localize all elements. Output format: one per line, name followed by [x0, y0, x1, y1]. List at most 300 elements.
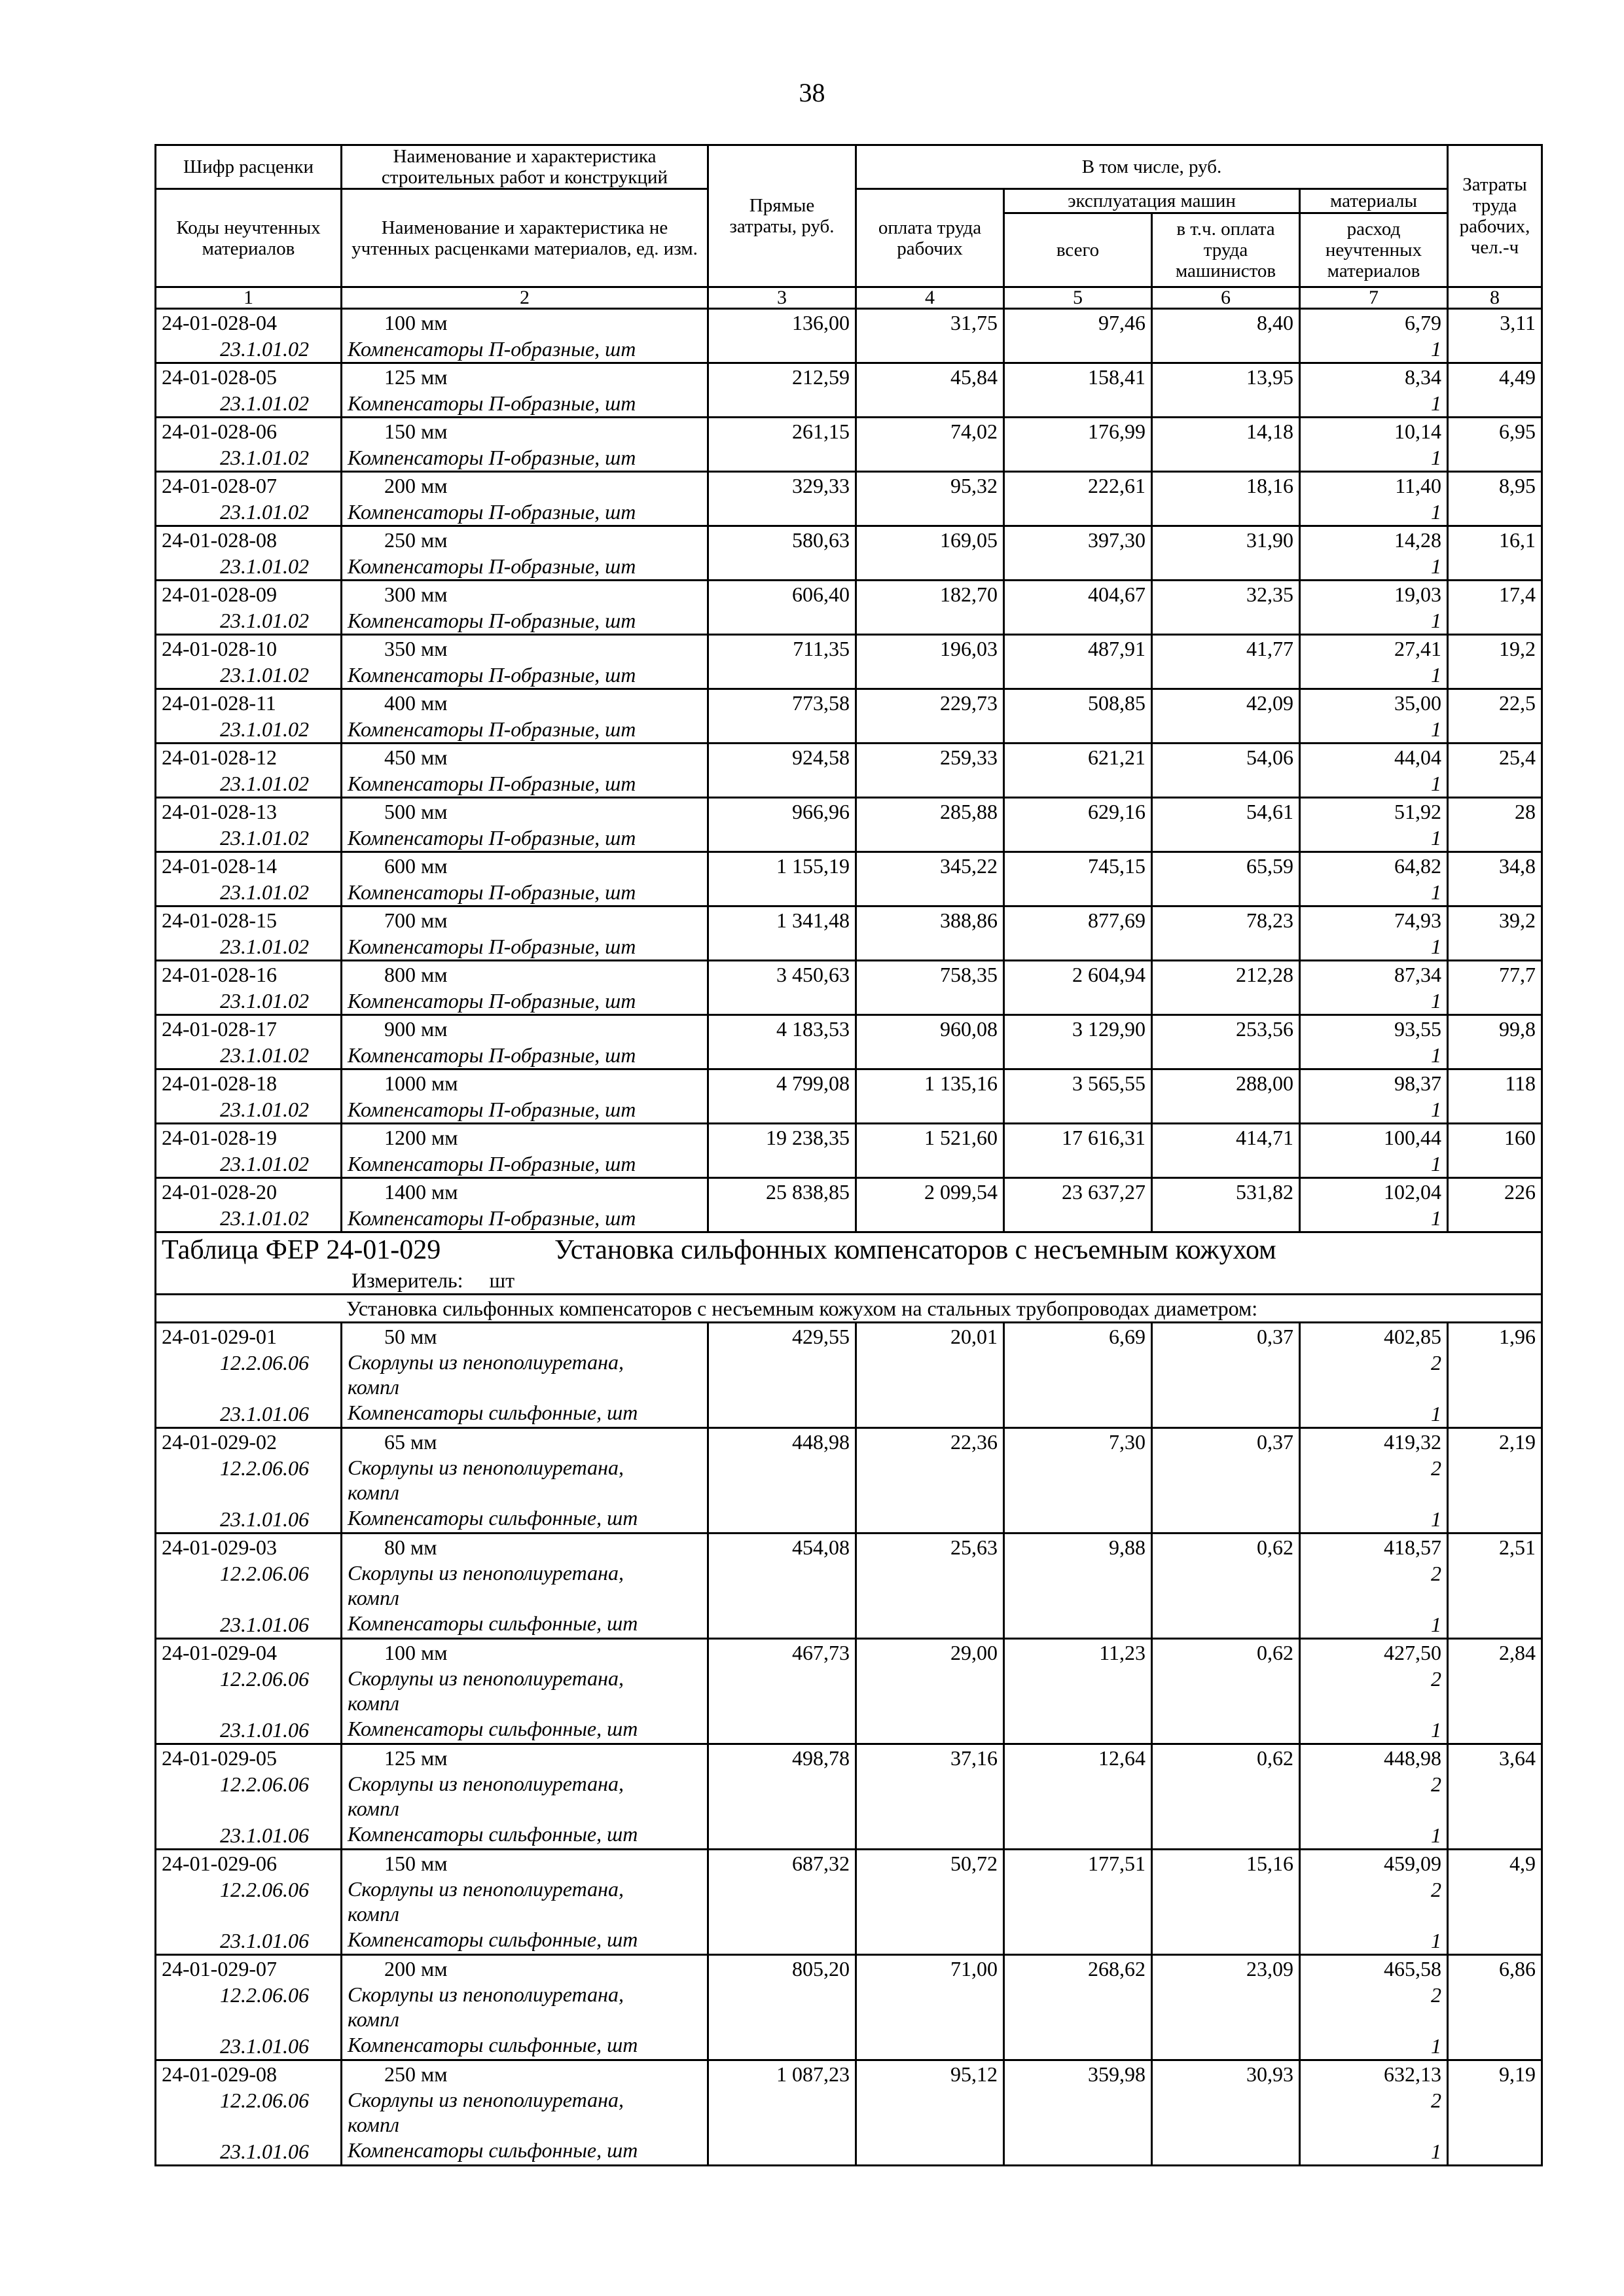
table-title: Установка сильфонных компенсаторов с несъемным кожухом: [554, 1235, 1276, 1265]
spacer: [1306, 2008, 1441, 2033]
work-name: 125 мм: [384, 1746, 448, 1770]
value-pay: 345,22: [856, 852, 1004, 906]
material-name: Компенсаторы П-образные, шт: [348, 446, 636, 469]
work-name: 1400 мм: [384, 1180, 458, 1204]
work-name-cell: [342, 1850, 708, 1955]
material-quantity: 1: [1431, 609, 1441, 632]
work-name: 125 мм: [384, 365, 448, 389]
value-mach: 2 604,94: [1004, 961, 1152, 1015]
material-code: 23.1.01.02: [220, 880, 309, 904]
value-mach: 404,67: [1004, 581, 1152, 635]
material-quantity: 1: [1431, 1152, 1441, 1175]
value-materials: 98,37: [1394, 1071, 1441, 1095]
value-pay: 259,33: [856, 744, 1004, 798]
rates-table: [154, 144, 1543, 2166]
material-code: 23.1.01.06: [220, 1929, 309, 1952]
materials-cell: [1300, 689, 1448, 744]
header-labor-cost: Затраты труда рабочих, чел.-ч: [1448, 145, 1542, 287]
table-row: [156, 635, 1542, 689]
material-code: 23.1.01.06: [220, 1402, 309, 1426]
rate-code: 24-01-028-05: [162, 365, 277, 389]
spacer: [1306, 1903, 1441, 1928]
materials-cell: [1300, 635, 1448, 689]
value-direct: 687,32: [708, 1850, 856, 1955]
value-materials: 74,93: [1394, 908, 1441, 932]
value-pay: 169,05: [856, 526, 1004, 581]
work-name-cell: [342, 1069, 708, 1124]
material-name: Компенсаторы П-образные, шт: [348, 772, 636, 795]
value-pay: 31,75: [856, 309, 1004, 363]
value-labor: 25,4: [1448, 744, 1542, 798]
table-row: [156, 744, 1542, 798]
material-name: Скорлупы из пенополиуретана, компл: [348, 1561, 624, 1609]
material-code: 23.1.01.02: [220, 554, 309, 578]
value-labor: 118: [1448, 1069, 1542, 1124]
material-code: 23.1.01.06: [220, 1507, 309, 1531]
header-labor-pay: оплата труда рабочих: [856, 189, 1004, 287]
material-code: 23.1.01.02: [220, 1152, 309, 1175]
value-direct: 329,33: [708, 472, 856, 526]
value-pay: 2 099,54: [856, 1178, 1004, 1232]
material-quantity: 1: [1431, 935, 1441, 958]
material-code: 23.1.01.06: [220, 2140, 309, 2163]
value-mach: 176,99: [1004, 418, 1152, 472]
material-quantity: 1: [1431, 554, 1441, 578]
material-quantity: 1: [1431, 1098, 1441, 1121]
value-direct: 261,15: [708, 418, 856, 472]
rate-code-cell: [156, 309, 342, 363]
value-materials: 419,32: [1384, 1430, 1441, 1454]
spacer: [162, 1481, 335, 1506]
material-quantity: 1: [1431, 1206, 1441, 1230]
rate-code-cell: [156, 1124, 342, 1178]
value-materials: 418,57: [1384, 1535, 1441, 1559]
materials-cell: [1300, 744, 1448, 798]
value-pay: 95,12: [856, 2060, 1004, 2166]
header-materials: материалы: [1300, 189, 1448, 213]
value-mach-pay: 30,93: [1152, 2060, 1300, 2166]
rate-code: 24-01-029-04: [162, 1641, 277, 1664]
rate-code: 24-01-028-12: [162, 745, 277, 769]
table-row: [156, 1124, 1542, 1178]
material-code: 23.1.01.06: [220, 1613, 309, 1636]
material-name: Компенсаторы П-образные, шт: [348, 391, 636, 415]
work-name-cell: [342, 961, 708, 1015]
work-name: 150 мм: [384, 1852, 448, 1875]
material-code: 12.2.06.06: [220, 1562, 309, 1585]
value-direct: 136,00: [708, 309, 856, 363]
value-mach: 268,62: [1004, 1955, 1152, 2060]
value-mach-pay: 13,95: [1152, 363, 1300, 418]
materials-cell: [1300, 1323, 1448, 1428]
material-name: Компенсаторы сильфонные, шт: [348, 1717, 638, 1740]
rate-code: 24-01-028-19: [162, 1126, 277, 1149]
value-mach: 11,23: [1004, 1639, 1152, 1744]
value-materials: 402,85: [1384, 1325, 1441, 1348]
value-materials: 6,79: [1405, 311, 1441, 334]
rate-code-cell: [156, 906, 342, 961]
table-row: [156, 1534, 1542, 1639]
material-code: 23.1.01.02: [220, 1043, 309, 1067]
work-name: 65 мм: [384, 1430, 437, 1454]
work-name: 450 мм: [384, 745, 448, 769]
rate-code: 24-01-029-06: [162, 1852, 277, 1875]
work-name: 150 мм: [384, 420, 448, 443]
work-name-cell: [342, 1124, 708, 1178]
header-name-mat: Наименование и характеристика не учтенных расценками материалов, ед. изм.: [342, 189, 708, 287]
value-materials: 10,14: [1394, 420, 1441, 443]
table-row: [156, 1955, 1542, 2060]
value-labor: 17,4: [1448, 581, 1542, 635]
material-code: 23.1.01.02: [220, 826, 309, 850]
rate-code: 24-01-028-04: [162, 311, 277, 334]
work-name: 200 мм: [384, 474, 448, 497]
work-name-cell: [342, 635, 708, 689]
material-quantity: 1: [1431, 1718, 1441, 1742]
spacer: [162, 1903, 335, 1928]
material-code: 23.1.01.06: [220, 2034, 309, 2058]
materials-cell: [1300, 581, 1448, 635]
table-row: [156, 798, 1542, 852]
value-mach: 359,98: [1004, 2060, 1152, 2166]
work-name-cell: [342, 744, 708, 798]
table-row: [156, 2060, 1542, 2166]
rate-code-cell: [156, 1428, 342, 1534]
rate-code-cell: [156, 2060, 342, 2166]
table-row: [156, 363, 1542, 418]
header-total: всего: [1004, 213, 1152, 287]
rate-code-cell: [156, 798, 342, 852]
work-name: 700 мм: [384, 908, 448, 932]
material-quantity: 1: [1431, 500, 1441, 524]
rate-code-cell: [156, 581, 342, 635]
materials-cell: [1300, 1850, 1448, 1955]
rate-code-cell: [156, 418, 342, 472]
material-name: Компенсаторы П-образные, шт: [348, 609, 636, 632]
materials-cell: [1300, 1744, 1448, 1850]
value-labor: 226: [1448, 1178, 1542, 1232]
material-quantity: 2: [1431, 1351, 1441, 1374]
material-code: 23.1.01.02: [220, 446, 309, 469]
materials-cell: [1300, 363, 1448, 418]
material-quantity: 2: [1431, 1983, 1441, 2007]
value-pay: 758,35: [856, 961, 1004, 1015]
work-name-cell: [342, 798, 708, 852]
work-name: 800 мм: [384, 963, 448, 986]
rate-code: 24-01-028-13: [162, 800, 277, 823]
rate-code: 24-01-028-18: [162, 1071, 277, 1095]
rate-code: 24-01-028-15: [162, 908, 277, 932]
value-pay: 22,36: [856, 1428, 1004, 1534]
meter-line: [162, 1267, 1536, 1293]
table-title-cell: [156, 1232, 1542, 1295]
value-materials: 465,58: [1384, 1957, 1441, 1981]
value-mach-pay: 14,18: [1152, 418, 1300, 472]
material-name: Скорлупы из пенополиуретана, компл: [348, 1666, 624, 1715]
table-row: [156, 1639, 1542, 1744]
table-row: [156, 581, 1542, 635]
value-pay: 182,70: [856, 581, 1004, 635]
work-name: 350 мм: [384, 637, 448, 660]
column-number: 6: [1152, 287, 1300, 309]
value-materials: 19,03: [1394, 583, 1441, 606]
value-labor: 99,8: [1448, 1015, 1542, 1069]
work-name: 1000 мм: [384, 1071, 458, 1095]
value-materials: 448,98: [1384, 1746, 1441, 1770]
materials-cell: [1300, 1428, 1448, 1534]
material-name: Компенсаторы П-образные, шт: [348, 1152, 636, 1175]
material-code: 23.1.01.02: [220, 337, 309, 361]
rate-code: 24-01-028-08: [162, 528, 277, 552]
work-name: 80 мм: [384, 1535, 437, 1559]
materials-cell: [1300, 798, 1448, 852]
material-name: Компенсаторы П-образные, шт: [348, 1043, 636, 1067]
value-labor: 4,49: [1448, 363, 1542, 418]
materials-cell: [1300, 526, 1448, 581]
header-row-1: [156, 145, 1542, 189]
table-row: [156, 309, 1542, 363]
column-number: 3: [708, 287, 856, 309]
value-pay: 388,86: [856, 906, 1004, 961]
caption-cell: [156, 1295, 1542, 1323]
rate-code-cell: [156, 1069, 342, 1124]
material-code: 12.2.06.06: [220, 1351, 309, 1374]
value-materials: 11,40: [1395, 474, 1441, 497]
material-code: 23.1.01.06: [220, 1718, 309, 1742]
table-caption: Установка сильфонных компенсаторов с несъемным кожухом на стальных трубопроводах диаметром:: [346, 1297, 1258, 1320]
spacer: [162, 1797, 335, 1822]
table-row: [156, 689, 1542, 744]
work-name: 500 мм: [384, 800, 448, 823]
rate-code: 24-01-028-09: [162, 583, 277, 606]
material-name: Компенсаторы П-образные, шт: [348, 717, 636, 741]
value-direct: 773,58: [708, 689, 856, 744]
value-mach: 508,85: [1004, 689, 1152, 744]
material-quantity: 2: [1431, 1562, 1441, 1585]
material-name: Скорлупы из пенополиуретана, компл: [348, 1772, 624, 1820]
meter-unit: шт: [489, 1268, 515, 1292]
header-shifr: Шифр расценки: [156, 145, 342, 189]
value-pay: 960,08: [856, 1015, 1004, 1069]
value-mach-pay: 288,00: [1152, 1069, 1300, 1124]
table-row: [156, 1428, 1542, 1534]
rate-code: 24-01-028-14: [162, 854, 277, 878]
value-labor: 22,5: [1448, 689, 1542, 744]
rate-code: 24-01-028-11: [162, 691, 276, 715]
work-name: 250 мм: [384, 528, 448, 552]
value-mach: 222,61: [1004, 472, 1152, 526]
work-name-cell: [342, 1178, 708, 1232]
value-labor: 2,51: [1448, 1534, 1542, 1639]
material-code: 23.1.01.02: [220, 663, 309, 687]
spacer: [1306, 1692, 1441, 1717]
header-direct: Прямые затраты, руб.: [708, 145, 856, 287]
material-quantity: 1: [1431, 989, 1441, 1013]
spacer: [162, 1376, 335, 1401]
value-mach-pay: 0,37: [1152, 1428, 1300, 1534]
value-mach-pay: 18,16: [1152, 472, 1300, 526]
material-name: Компенсаторы П-образные, шт: [348, 1206, 636, 1230]
header-machines: эксплуатация машин: [1004, 189, 1300, 213]
material-name: Скорлупы из пенополиуретана, компл: [348, 1456, 624, 1504]
value-mach: 6,69: [1004, 1323, 1152, 1428]
materials-cell: [1300, 418, 1448, 472]
work-name-cell: [342, 689, 708, 744]
value-materials: 14,28: [1394, 528, 1441, 552]
material-quantity: 1: [1431, 1823, 1441, 1847]
material-quantity: 1: [1431, 446, 1441, 469]
material-code: 12.2.06.06: [220, 1667, 309, 1691]
rate-code-cell: [156, 1744, 342, 1850]
table-row: [156, 1323, 1542, 1428]
material-code: 23.1.01.02: [220, 500, 309, 524]
table-row: [156, 418, 1542, 472]
work-name-cell: [342, 472, 708, 526]
work-name-cell: [342, 581, 708, 635]
material-quantity: 2: [1431, 2089, 1441, 2112]
value-pay: 71,00: [856, 1955, 1004, 2060]
work-name-cell: [342, 1323, 708, 1428]
material-code: 23.1.01.02: [220, 609, 309, 632]
rate-code-cell: [156, 635, 342, 689]
materials-cell: [1300, 961, 1448, 1015]
value-mach: 177,51: [1004, 1850, 1152, 1955]
material-code: 23.1.01.02: [220, 1098, 309, 1121]
material-quantity: 1: [1431, 663, 1441, 687]
value-direct: 429,55: [708, 1323, 856, 1428]
value-mach-pay: 0,37: [1152, 1323, 1300, 1428]
rate-code: 24-01-028-07: [162, 474, 277, 497]
work-name-cell: [342, 1428, 708, 1534]
rate-code-cell: [156, 1178, 342, 1232]
value-labor: 16,1: [1448, 526, 1542, 581]
work-name-cell: [342, 906, 708, 961]
material-quantity: 2: [1431, 1667, 1441, 1691]
material-code: 23.1.01.02: [220, 772, 309, 795]
work-name: 250 мм: [384, 2062, 448, 2086]
rate-code: 24-01-029-07: [162, 1957, 277, 1981]
materials-cell: [1300, 309, 1448, 363]
work-name-cell: [342, 1744, 708, 1850]
materials-cell: [1300, 852, 1448, 906]
value-labor: 2,84: [1448, 1639, 1542, 1744]
table-row: [156, 1744, 1542, 1850]
value-mach: 9,88: [1004, 1534, 1152, 1639]
table-row: [156, 1069, 1542, 1124]
material-name: Компенсаторы П-образные, шт: [348, 554, 636, 578]
value-labor: 28: [1448, 798, 1542, 852]
material-code: 23.1.01.02: [220, 1206, 309, 1230]
spacer: [162, 1692, 335, 1717]
material-quantity: 1: [1431, 1613, 1441, 1636]
material-quantity: 1: [1431, 717, 1441, 741]
table-row: [156, 1178, 1542, 1232]
material-code: 23.1.01.02: [220, 391, 309, 415]
column-number: 8: [1448, 287, 1542, 309]
materials-cell: [1300, 2060, 1448, 2166]
value-materials: 427,50: [1384, 1641, 1441, 1664]
rate-code-cell: [156, 1850, 342, 1955]
rate-code-cell: [156, 852, 342, 906]
value-mach-pay: 32,35: [1152, 581, 1300, 635]
header-name-work: Наименование и характеристика строительных работ и конструкций: [342, 145, 708, 189]
work-name-cell: [342, 1015, 708, 1069]
value-pay: 229,73: [856, 689, 1004, 744]
value-direct: 805,20: [708, 1955, 856, 2060]
work-name: 100 мм: [384, 1641, 448, 1664]
value-direct: 924,58: [708, 744, 856, 798]
material-name: Скорлупы из пенополиуретана, компл: [348, 2088, 624, 2136]
material-quantity: 1: [1431, 391, 1441, 415]
rate-code: 24-01-029-02: [162, 1430, 277, 1454]
materials-cell: [1300, 1639, 1448, 1744]
value-materials: 8,34: [1405, 365, 1441, 389]
value-mach-pay: 65,59: [1152, 852, 1300, 906]
rate-code: 24-01-029-01: [162, 1325, 277, 1348]
header-codes: Коды неучтенных материалов: [156, 189, 342, 287]
work-name: 200 мм: [384, 1957, 448, 1981]
rate-code-cell: [156, 472, 342, 526]
caption-row: [156, 1295, 1542, 1323]
value-materials: 87,34: [1394, 963, 1441, 986]
work-name: 1200 мм: [384, 1126, 458, 1149]
table-row: [156, 472, 1542, 526]
value-direct: 3 450,63: [708, 961, 856, 1015]
value-labor: 9,19: [1448, 2060, 1542, 2166]
value-labor: 3,64: [1448, 1744, 1542, 1850]
value-direct: 448,98: [708, 1428, 856, 1534]
material-quantity: 2: [1431, 1772, 1441, 1796]
material-quantity: 1: [1431, 1929, 1441, 1952]
value-mach: 487,91: [1004, 635, 1152, 689]
value-mach: 3 129,90: [1004, 1015, 1152, 1069]
table-row: [156, 852, 1542, 906]
work-name-cell: [342, 363, 708, 418]
rate-code-cell: [156, 363, 342, 418]
material-name: Скорлупы из пенополиуретана, компл: [348, 1982, 624, 2031]
value-mach: 158,41: [1004, 363, 1152, 418]
value-mach-pay: 0,62: [1152, 1639, 1300, 1744]
materials-cell: [1300, 1069, 1448, 1124]
material-name: Компенсаторы сильфонные, шт: [348, 1928, 638, 1951]
material-quantity: 1: [1431, 826, 1441, 850]
value-mach-pay: 212,28: [1152, 961, 1300, 1015]
rate-code-cell: [156, 1639, 342, 1744]
value-pay: 50,72: [856, 1850, 1004, 1955]
material-quantity: 1: [1431, 2140, 1441, 2163]
material-code: 12.2.06.06: [220, 1456, 309, 1480]
value-direct: 711,35: [708, 635, 856, 689]
table-title-row: [156, 1232, 1542, 1295]
value-pay: 196,03: [856, 635, 1004, 689]
value-direct: 4 183,53: [708, 1015, 856, 1069]
value-mach: 97,46: [1004, 309, 1152, 363]
material-name: Компенсаторы сильфонные, шт: [348, 1822, 638, 1846]
value-mach-pay: 41,77: [1152, 635, 1300, 689]
value-labor: 34,8: [1448, 852, 1542, 906]
value-materials: 51,92: [1394, 800, 1441, 823]
value-mach-pay: 0,62: [1152, 1534, 1300, 1639]
rate-code-cell: [156, 961, 342, 1015]
page-number: 38: [799, 78, 825, 107]
value-pay: 37,16: [856, 1744, 1004, 1850]
column-number: 7: [1300, 287, 1448, 309]
materials-cell: [1300, 1178, 1448, 1232]
value-mach: 23 637,27: [1004, 1178, 1152, 1232]
value-direct: 580,63: [708, 526, 856, 581]
rate-code: 24-01-028-20: [162, 1180, 277, 1204]
value-pay: 1 521,60: [856, 1124, 1004, 1178]
